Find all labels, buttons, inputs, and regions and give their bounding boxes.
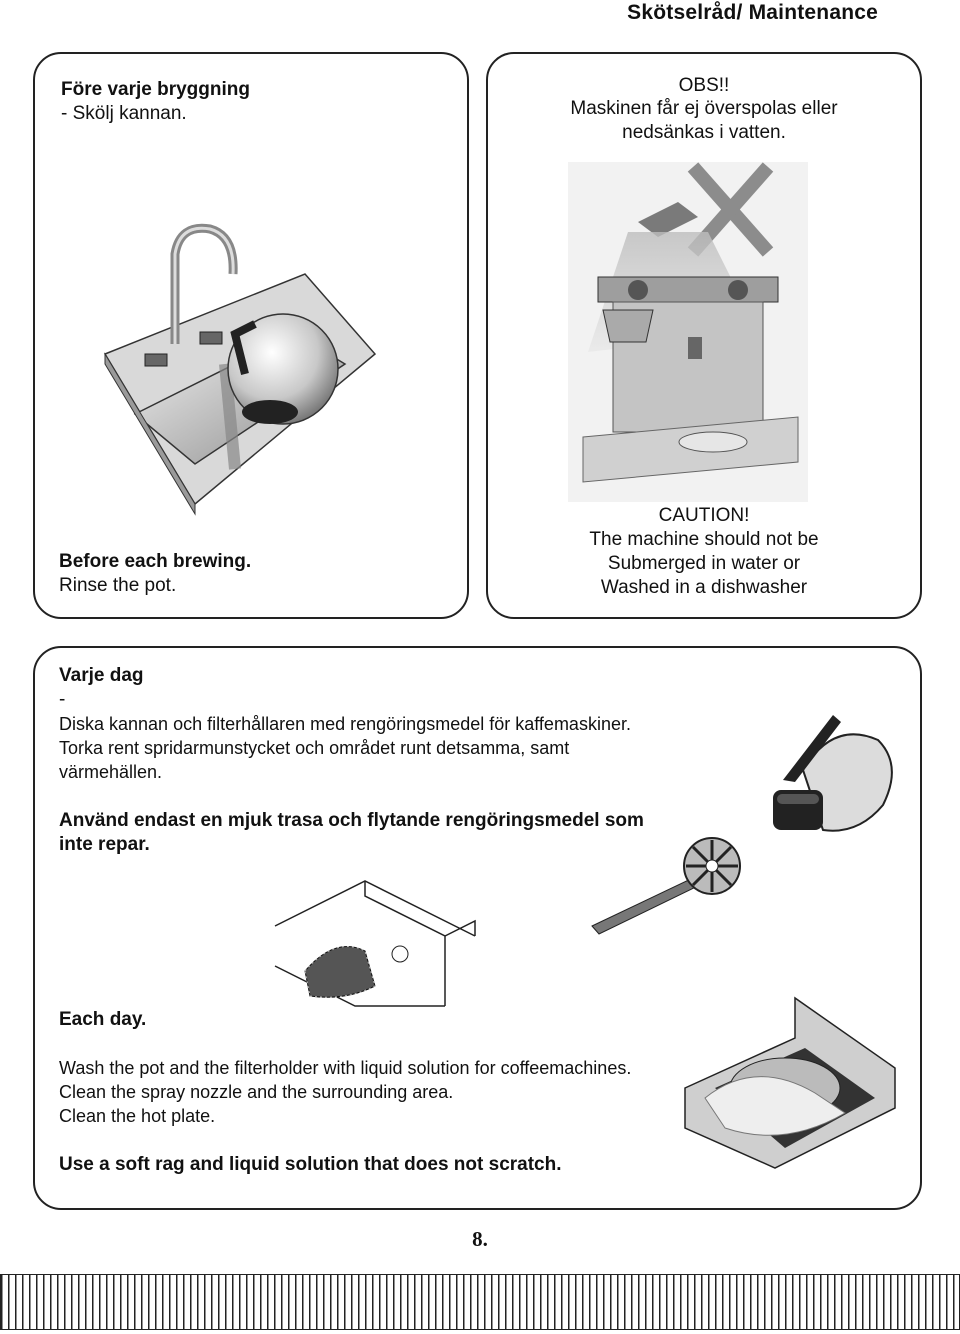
coffee-machine-no-water-illustration [568,162,808,502]
caution-box [486,52,922,619]
daily-en-line3: Clean the hot plate. [59,1106,216,1126]
caution-en-heading: CAUTION! [658,505,750,526]
rinse-sv-heading: Före varje bryggning [61,79,250,100]
daily-en-line2: Clean the spray nozzle and the surrounding area. [59,1082,454,1102]
daily-sv-line1: Diska kannan och filterhållaren med rengöringsmedel för kaffemaskiner. [59,714,631,734]
daily-sv-dash: - [59,689,66,710]
spray-nozzle-brush-illustration [587,826,757,936]
daily-maintenance-box [33,646,922,1210]
cleaning-tray-illustration [685,998,895,1168]
daily-sv-warn1: Använd endast en mjuk trasa och flytande rengöringsmedel som [59,810,644,831]
hot-plate-rag-illustration [265,876,475,1016]
daily-en-heading: Each day. [59,1009,147,1030]
caution-en-line3: Washed in a dishwasher [600,577,808,598]
page-title: Skötselråd/ Maintenance [627,1,878,24]
sink-illustration [105,214,395,504]
caution-sv-heading: OBS!! [678,75,730,96]
caution-sv-line1: Maskinen får ej överspolas eller [570,98,838,119]
rinse-sv-text: - Skölj kannan. [61,103,187,124]
caution-sv-line2: nedsänkas i vatten. [622,122,786,143]
rinse-en-text: Rinse the pot. [59,575,177,596]
daily-sv-warn2: inte repar. [59,834,150,855]
daily-en-line1: Wash the pot and the filterholder with liquid solution for coffeemachines. [59,1058,632,1078]
daily-sv-heading: Varje dag [59,665,144,686]
coffee-pot-illustration [763,710,903,860]
daily-en-warn: Use a soft rag and liquid solution that does not scratch. [59,1154,562,1175]
caution-en-line1: The machine should not be [589,529,819,550]
daily-sv-line2: Torka rent spridarmunstycket och området runt detsamma, samt [59,738,570,758]
rinse-en-heading: Before each brewing. [59,551,252,572]
page-number: 8. [472,1227,488,1251]
daily-sv-line3: värmehällen. [59,762,163,782]
rinse-instruction-box [33,52,469,619]
barcode-strip [0,1274,960,1330]
caution-en-line2: Submerged in water or [607,553,801,574]
